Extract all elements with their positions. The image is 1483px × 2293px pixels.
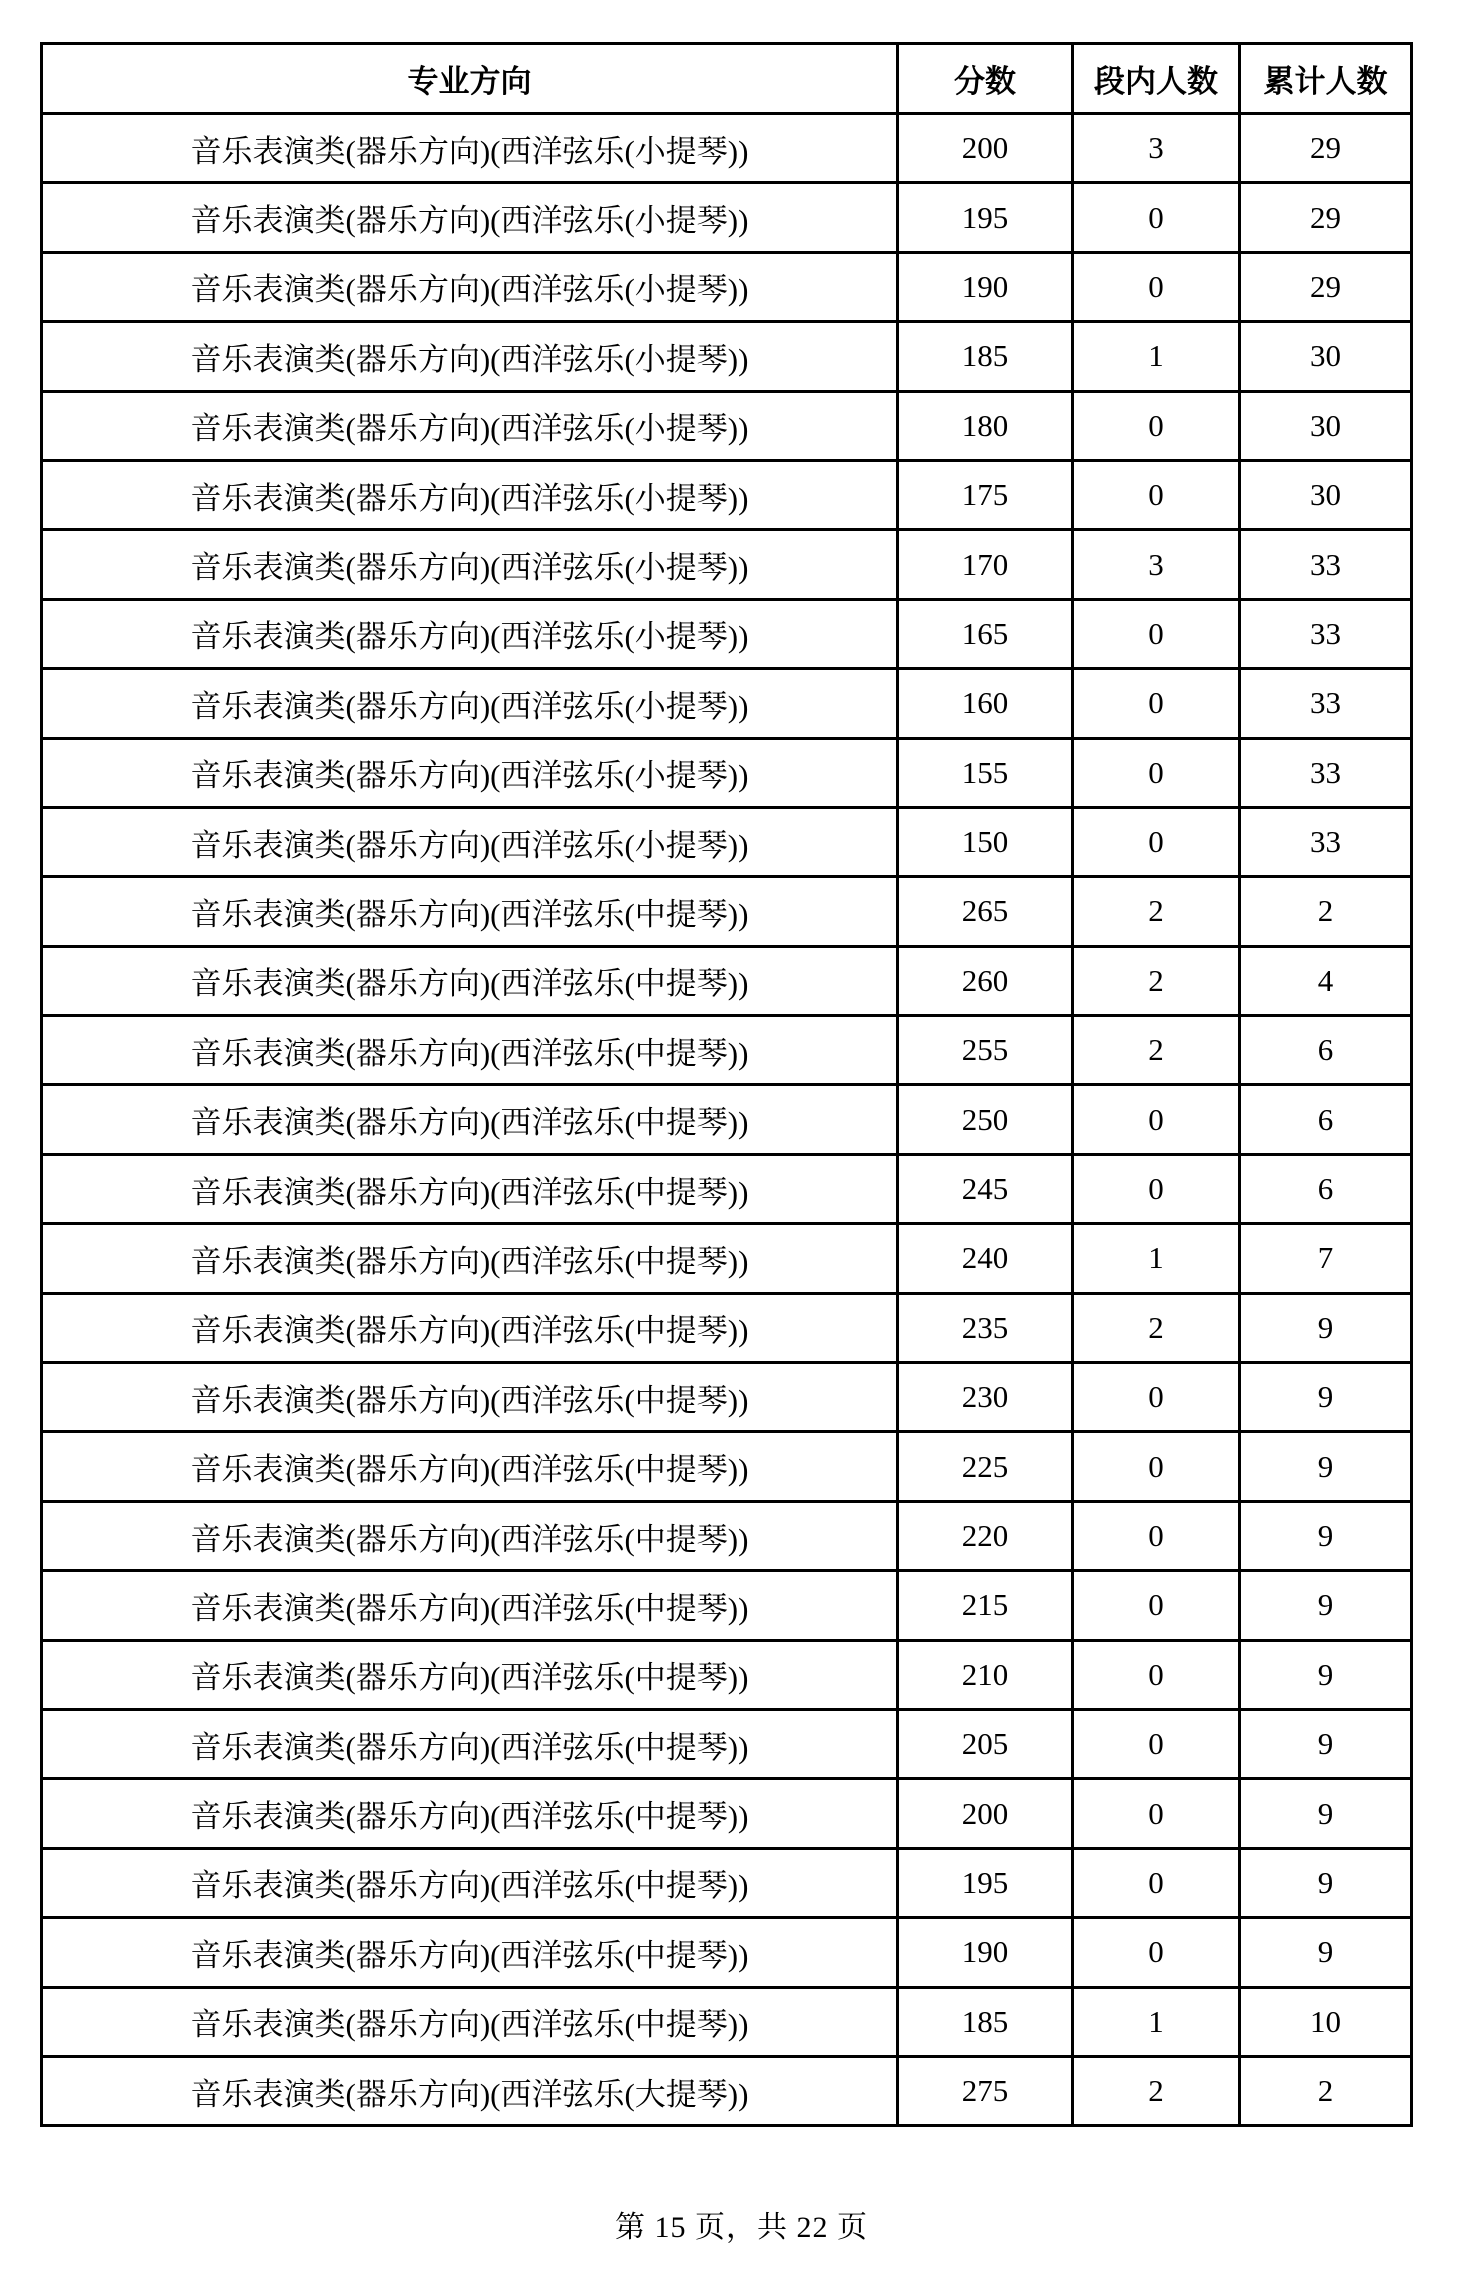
cell-count: 2 [1073,1293,1240,1362]
table-row [42,1640,1412,1709]
table-row [42,114,1412,183]
cell-score: 195 [898,183,1073,252]
cell-score: 200 [898,1779,1073,1848]
cell-major: 音乐表演类(器乐方向)(西洋弦乐(中提琴)) [42,1918,898,1987]
cell-count: 0 [1073,1501,1240,1570]
cell-cumulative: 10 [1240,1987,1412,2056]
table-row [42,1987,1412,2056]
table-header [42,44,1412,114]
table-row [42,1085,1412,1154]
cell-major: 音乐表演类(器乐方向)(西洋弦乐(小提琴)) [42,530,898,599]
cell-score: 155 [898,738,1073,807]
cell-score: 275 [898,2056,1073,2125]
header-row [42,44,1412,114]
header-score: 分数 [898,44,1073,114]
table-row [42,877,1412,946]
cell-count: 1 [1073,1987,1240,2056]
cell-score: 165 [898,599,1073,668]
cell-score: 245 [898,1154,1073,1223]
table-row [42,1918,1412,1987]
cell-count: 0 [1073,1432,1240,1501]
cell-count: 0 [1073,1918,1240,1987]
table-row [42,2056,1412,2125]
table-row [42,807,1412,876]
table-row [42,1501,1412,1570]
cell-major: 音乐表演类(器乐方向)(西洋弦乐(小提琴)) [42,460,898,529]
cell-major: 音乐表演类(器乐方向)(西洋弦乐(中提琴)) [42,1987,898,2056]
cell-cumulative: 9 [1240,1293,1412,1362]
cell-cumulative: 9 [1240,1501,1412,1570]
cell-count: 2 [1073,946,1240,1015]
cell-count: 0 [1073,252,1240,321]
cell-count: 1 [1073,322,1240,391]
cell-major: 音乐表演类(器乐方向)(西洋弦乐(中提琴)) [42,1293,898,1362]
cell-score: 260 [898,946,1073,1015]
cell-major: 音乐表演类(器乐方向)(西洋弦乐(中提琴)) [42,1779,898,1848]
cell-major: 音乐表演类(器乐方向)(西洋弦乐(中提琴)) [42,1363,898,1432]
cell-major: 音乐表演类(器乐方向)(西洋弦乐(小提琴)) [42,807,898,876]
cell-score: 175 [898,460,1073,529]
cell-count: 0 [1073,738,1240,807]
cell-count: 2 [1073,2056,1240,2125]
page-footer: 第 15 页，共 22 页 [615,2211,868,2244]
cell-cumulative: 29 [1240,252,1412,321]
cell-count: 0 [1073,1709,1240,1778]
cell-score: 185 [898,322,1073,391]
cell-cumulative: 29 [1240,114,1412,183]
table-row [42,738,1412,807]
table-row [42,183,1412,252]
cell-major: 音乐表演类(器乐方向)(西洋弦乐(中提琴)) [42,1016,898,1085]
cell-cumulative: 2 [1240,877,1412,946]
cell-count: 2 [1073,877,1240,946]
cell-score: 180 [898,391,1073,460]
cell-count: 1 [1073,1224,1240,1293]
cell-cumulative: 9 [1240,1571,1412,1640]
cell-count: 0 [1073,460,1240,529]
table-row [42,1224,1412,1293]
cell-cumulative: 30 [1240,322,1412,391]
table-row [42,252,1412,321]
table-row [42,1016,1412,1085]
header-major: 专业方向 [42,44,898,114]
cell-major: 音乐表演类(器乐方向)(西洋弦乐(中提琴)) [42,1085,898,1154]
cell-score: 215 [898,1571,1073,1640]
cell-score: 195 [898,1848,1073,1917]
table-row [42,322,1412,391]
cell-score: 160 [898,669,1073,738]
cell-score: 200 [898,114,1073,183]
cell-count: 0 [1073,1640,1240,1709]
table-row [42,460,1412,529]
cell-major: 音乐表演类(器乐方向)(西洋弦乐(小提琴)) [42,114,898,183]
cell-major: 音乐表演类(器乐方向)(西洋弦乐(小提琴)) [42,599,898,668]
cell-count: 0 [1073,183,1240,252]
cell-count: 2 [1073,1016,1240,1085]
cell-cumulative: 33 [1240,807,1412,876]
cell-major: 音乐表演类(器乐方向)(西洋弦乐(大提琴)) [42,2056,898,2125]
table-row [42,1779,1412,1848]
cell-cumulative: 6 [1240,1154,1412,1223]
cell-cumulative: 2 [1240,2056,1412,2125]
cell-cumulative: 30 [1240,460,1412,529]
cell-major: 音乐表演类(器乐方向)(西洋弦乐(中提琴)) [42,1154,898,1223]
cell-cumulative: 9 [1240,1918,1412,1987]
cell-cumulative: 33 [1240,599,1412,668]
table-row [42,1848,1412,1917]
table-row [42,599,1412,668]
cell-score: 185 [898,1987,1073,2056]
cell-count: 0 [1073,1779,1240,1848]
cell-score: 265 [898,877,1073,946]
cell-cumulative: 9 [1240,1640,1412,1709]
cell-count: 0 [1073,1154,1240,1223]
cell-cumulative: 29 [1240,183,1412,252]
header-segment-count: 段内人数 [1073,44,1240,114]
cell-major: 音乐表演类(器乐方向)(西洋弦乐(小提琴)) [42,738,898,807]
cell-score: 250 [898,1085,1073,1154]
cell-major: 音乐表演类(器乐方向)(西洋弦乐(中提琴)) [42,1709,898,1778]
cell-score: 190 [898,1918,1073,1987]
cell-score: 190 [898,252,1073,321]
cell-cumulative: 9 [1240,1363,1412,1432]
cell-major: 音乐表演类(器乐方向)(西洋弦乐(中提琴)) [42,877,898,946]
cell-score: 235 [898,1293,1073,1362]
cell-score: 170 [898,530,1073,599]
table-row [42,1154,1412,1223]
cell-score: 255 [898,1016,1073,1085]
cell-major: 音乐表演类(器乐方向)(西洋弦乐(中提琴)) [42,1640,898,1709]
cell-cumulative: 7 [1240,1224,1412,1293]
cell-major: 音乐表演类(器乐方向)(西洋弦乐(中提琴)) [42,1571,898,1640]
cell-major: 音乐表演类(器乐方向)(西洋弦乐(小提琴)) [42,322,898,391]
cell-score: 220 [898,1501,1073,1570]
cell-cumulative: 9 [1240,1432,1412,1501]
cell-count: 3 [1073,114,1240,183]
cell-score: 230 [898,1363,1073,1432]
table-row [42,946,1412,1015]
cell-major: 音乐表演类(器乐方向)(西洋弦乐(小提琴)) [42,183,898,252]
score-table-body [42,114,1412,2126]
cell-count: 0 [1073,1571,1240,1640]
cell-cumulative: 6 [1240,1016,1412,1085]
cell-cumulative: 33 [1240,669,1412,738]
cell-major: 音乐表演类(器乐方向)(西洋弦乐(中提琴)) [42,1501,898,1570]
cell-score: 240 [898,1224,1073,1293]
table-row [42,1363,1412,1432]
table-row [42,1709,1412,1778]
cell-count: 0 [1073,599,1240,668]
table-row [42,530,1412,599]
table-row [42,669,1412,738]
cell-count: 0 [1073,391,1240,460]
header-cumulative-count: 累计人数 [1240,44,1412,114]
table-row [42,1432,1412,1501]
cell-score: 225 [898,1432,1073,1501]
score-table [40,42,1413,2127]
cell-cumulative: 6 [1240,1085,1412,1154]
cell-count: 0 [1073,807,1240,876]
cell-cumulative: 9 [1240,1779,1412,1848]
table-row [42,1571,1412,1640]
cell-count: 0 [1073,1363,1240,1432]
cell-cumulative: 33 [1240,738,1412,807]
table-row [42,391,1412,460]
cell-score: 150 [898,807,1073,876]
cell-count: 0 [1073,669,1240,738]
cell-score: 210 [898,1640,1073,1709]
cell-cumulative: 4 [1240,946,1412,1015]
cell-major: 音乐表演类(器乐方向)(西洋弦乐(小提琴)) [42,391,898,460]
cell-major: 音乐表演类(器乐方向)(西洋弦乐(中提琴)) [42,1848,898,1917]
cell-count: 0 [1073,1848,1240,1917]
cell-cumulative: 33 [1240,530,1412,599]
cell-cumulative: 9 [1240,1848,1412,1917]
table-row [42,1293,1412,1362]
cell-count: 3 [1073,530,1240,599]
cell-major: 音乐表演类(器乐方向)(西洋弦乐(中提琴)) [42,1432,898,1501]
cell-major: 音乐表演类(器乐方向)(西洋弦乐(小提琴)) [42,252,898,321]
cell-score: 205 [898,1709,1073,1778]
cell-major: 音乐表演类(器乐方向)(西洋弦乐(小提琴)) [42,669,898,738]
cell-count: 0 [1073,1085,1240,1154]
cell-major: 音乐表演类(器乐方向)(西洋弦乐(中提琴)) [42,1224,898,1293]
cell-major: 音乐表演类(器乐方向)(西洋弦乐(中提琴)) [42,946,898,1015]
cell-cumulative: 30 [1240,391,1412,460]
cell-cumulative: 9 [1240,1709,1412,1778]
